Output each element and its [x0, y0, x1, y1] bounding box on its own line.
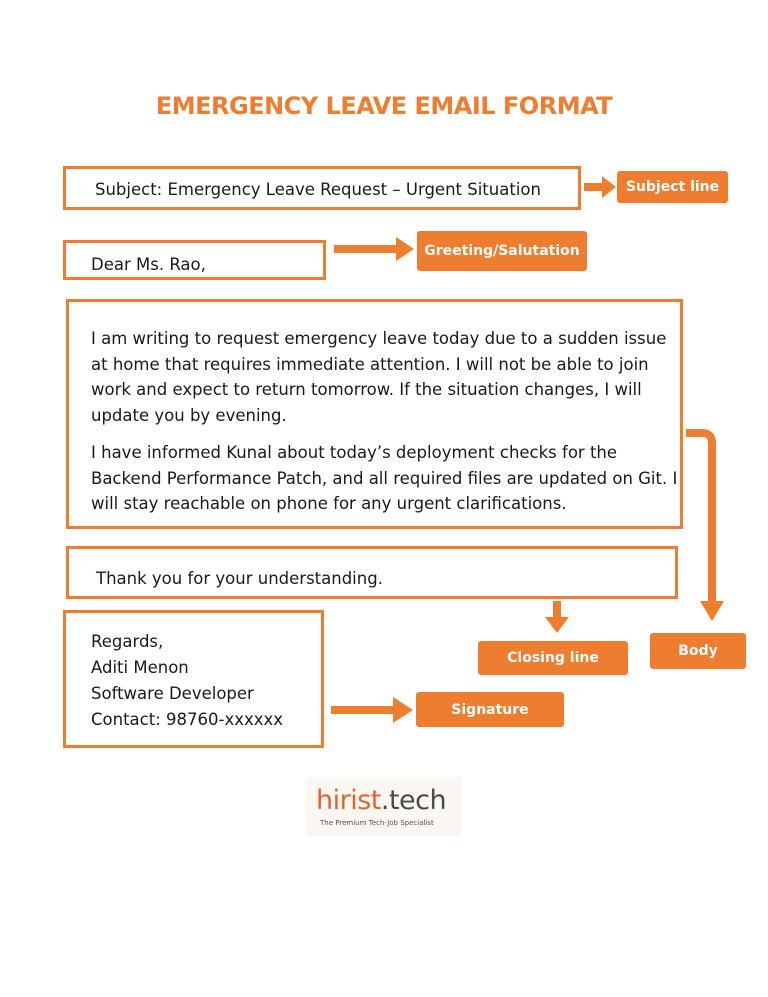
subject-arrow-icon	[584, 176, 616, 198]
logo-brand-part1: hirist	[316, 785, 381, 816]
closing-arrow-icon	[545, 601, 569, 633]
body-arrow-icon	[684, 425, 724, 625]
subject-text: Subject: Emergency Leave Request – Urgent Situation	[95, 180, 541, 199]
greeting-arrow-icon	[334, 237, 414, 261]
logo-brand	[316, 785, 446, 816]
signature-label: Signature	[416, 692, 564, 727]
body-paragraph: I am writing to request emergency leave today due to a sudden issue at home that requires immediate attention. I will not be able to join work and expect to return tomorrow. If the situation changes, I will update you by evening.	[91, 329, 667, 425]
body-box	[66, 299, 683, 529]
logo-brand-part2: .tech	[380, 785, 447, 816]
signature-line: Software Developer	[91, 684, 254, 703]
subject-box	[63, 166, 581, 210]
body-label: Body	[650, 633, 746, 669]
page-title: EMERGENCY LEAVE EMAIL FORMAT	[155, 92, 613, 120]
subject-line-label: Subject line	[617, 171, 728, 203]
logo-tagline: The Premium Tech-Job Specialist	[320, 819, 434, 827]
body-paragraph: I have informed Kunal about today’s deployment checks for the Backend Performance Patch, and all required files are updated on Git. I will stay reachable on phone for any urgent clarifications.	[91, 443, 678, 513]
hirist-tech-logo	[306, 777, 461, 836]
greeting-text: Dear Ms. Rao,	[91, 255, 206, 274]
closing-text: Thank you for your understanding.	[96, 569, 383, 588]
closing-box	[66, 546, 678, 599]
greeting-label: Greeting/Salutation	[417, 231, 587, 271]
signature-line: Regards,	[91, 632, 164, 651]
closing-line-label: Closing line	[478, 641, 628, 675]
signature-arrow-icon	[331, 697, 413, 723]
greeting-box	[63, 240, 326, 280]
signature-line: Contact: 98760-xxxxxx	[91, 710, 284, 729]
signature-box	[63, 610, 324, 748]
signature-line: Aditi Menon	[91, 658, 189, 677]
